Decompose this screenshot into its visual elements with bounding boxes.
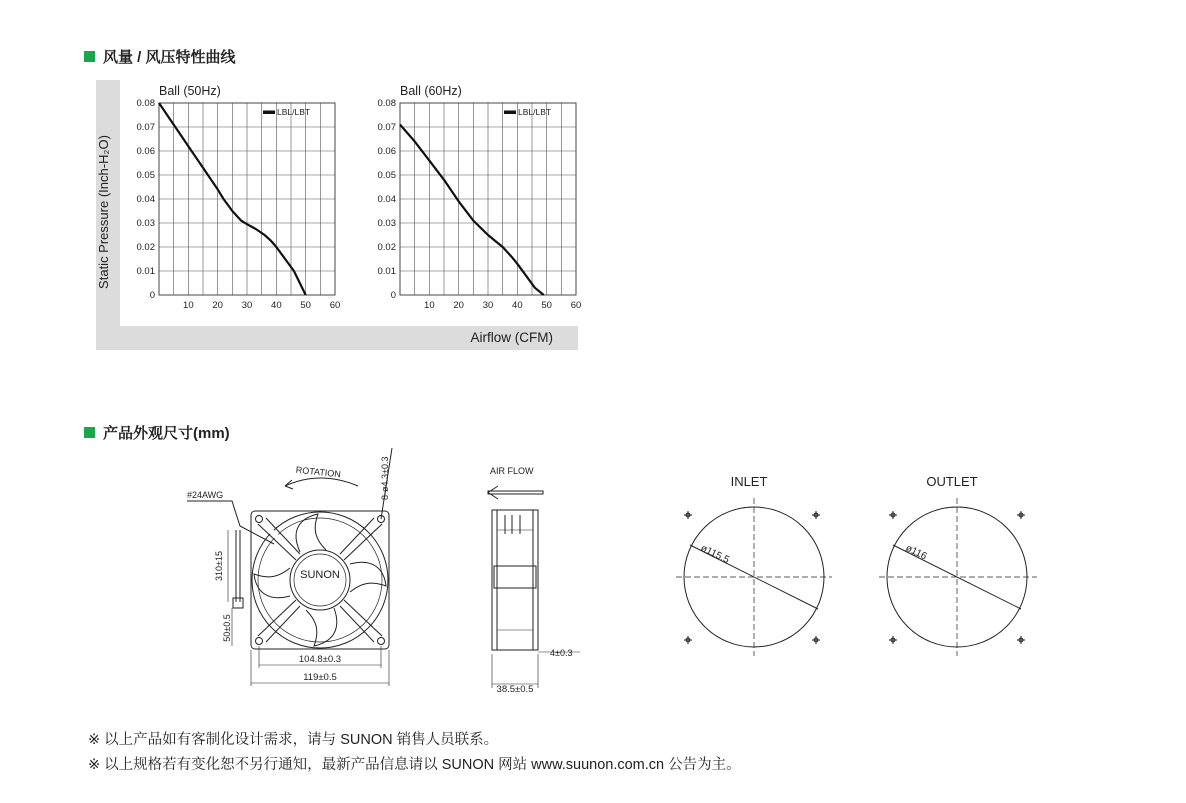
x-tick-label: 40 <box>512 300 523 311</box>
wire-gauge-label: #24AWG <box>187 490 224 500</box>
y-tick-label: 0.04 <box>377 194 396 205</box>
width-label: 119±0.5 <box>303 672 337 683</box>
y-tick-label: 0.01 <box>377 266 396 277</box>
inlet-label: INLET <box>730 474 768 489</box>
chart-title: Ball (60Hz) <box>400 84 462 98</box>
dimensions-section-label: 产品外观尺寸(mm) <box>103 425 230 442</box>
y-tick-label: 0.07 <box>377 122 396 133</box>
blade <box>306 608 337 646</box>
side-frame <box>492 510 538 650</box>
wire-leader <box>187 501 274 544</box>
y-tick-label: 0.04 <box>136 194 155 205</box>
y-tick-label: 0.08 <box>377 98 396 109</box>
outlet-dia-label: ø116 <box>903 542 929 563</box>
strut-top-right <box>340 518 382 560</box>
x-tick-label: 50 <box>300 300 311 311</box>
air-flow-arrow-head <box>488 486 498 499</box>
y-tick-label: 0.03 <box>136 218 155 229</box>
legend-swatch <box>263 111 275 115</box>
side-wires <box>505 515 520 534</box>
outlet-label: OUTLET <box>926 474 978 489</box>
chart-title: Ball (50Hz) <box>159 84 221 98</box>
x-tick-label: 60 <box>329 300 341 311</box>
air-flow-label: AIR FLOW <box>490 466 534 476</box>
x-tick-label: 40 <box>271 300 282 311</box>
strut-bottom-right <box>340 600 382 642</box>
blade <box>296 514 326 552</box>
outlet-view <box>879 474 1037 656</box>
depth-label: 38.5±0.5 <box>496 684 534 695</box>
wire-lead <box>236 530 240 602</box>
side-motor <box>494 566 536 588</box>
inlet-view <box>676 474 832 656</box>
chart-ball-50hz <box>137 84 341 311</box>
strut-mask <box>262 522 296 556</box>
strut-bottom-left <box>258 600 300 642</box>
charts-panel <box>0 0 1186 380</box>
inlet-mount-marks <box>684 511 820 644</box>
rotation-arrow <box>285 478 358 486</box>
chart-ball-60hz <box>378 84 582 311</box>
x-tick-label: 50 <box>541 300 552 311</box>
fan-brand-label: SUNON <box>300 569 340 581</box>
y-tick-label: 0.02 <box>136 242 155 253</box>
y-tick-label: 0.01 <box>136 266 155 277</box>
mount-hole <box>256 516 263 523</box>
legend-label: LBL/LBT <box>518 107 552 117</box>
x-tick-label: 30 <box>482 300 494 311</box>
y-tick-label: 0.03 <box>377 218 396 229</box>
x-tick-label: 20 <box>453 300 464 311</box>
y-tick-label: 0.06 <box>377 146 396 157</box>
green-square-icon <box>84 427 95 438</box>
technical-drawing <box>0 440 1186 740</box>
hole-pitch-label: 104.8±0.3 <box>298 654 342 665</box>
y-tick-label: 0.02 <box>377 242 396 253</box>
flange-label: 4±0.3 <box>550 648 573 658</box>
x-tick-label: 10 <box>424 300 435 311</box>
hole-callout: 8-ø4.3±0.3 <box>380 456 390 500</box>
y-tick-label: 0 <box>149 290 155 301</box>
inlet-dia-label: ø115.5 <box>698 542 731 567</box>
rotation-label: ROTATION <box>295 464 342 480</box>
x-tick-label: 30 <box>241 300 253 311</box>
front-view <box>187 448 392 686</box>
air-flow-arrow <box>488 491 543 494</box>
note-customization: ※ 以上产品如有客制化设计需求，请与 SUNON 销售人员联系。 <box>88 732 499 748</box>
mount-hole <box>256 638 263 645</box>
y-tick-label: 0.05 <box>377 170 396 181</box>
x-tick-label: 10 <box>183 300 194 311</box>
side-rib <box>497 530 533 630</box>
series-line <box>400 125 544 295</box>
strip-length-label: 50±0.5 <box>222 614 232 642</box>
x-axis-label: Airflow (CFM) <box>470 330 553 345</box>
y-tick-label: 0 <box>390 290 396 301</box>
legend-swatch <box>504 111 516 115</box>
x-tick-label: 20 <box>212 300 223 311</box>
y-tick-label: 0.05 <box>136 170 155 181</box>
airflow-section-label: 风量 / 风压特性曲线 <box>103 49 236 66</box>
note-spec-change: ※ 以上规格若有变化恕不另行通知，最新产品信息请以 SUNON 网站 www.suunon.com.cn 公告为主。 <box>88 757 741 773</box>
x-tick-label: 60 <box>570 300 582 311</box>
y-tick-label: 0.08 <box>136 98 155 109</box>
lead-length-label: 310±15 <box>214 551 224 581</box>
y-tick-label: 0.07 <box>136 122 155 133</box>
legend-label: LBL/LBT <box>277 107 311 117</box>
y-tick-label: 0.06 <box>136 146 155 157</box>
y-axis-label: Static Pressure (Inch-H₂O) <box>96 135 111 289</box>
mount-hole <box>378 638 385 645</box>
wire-terminal <box>233 598 243 608</box>
side-view <box>488 466 580 695</box>
